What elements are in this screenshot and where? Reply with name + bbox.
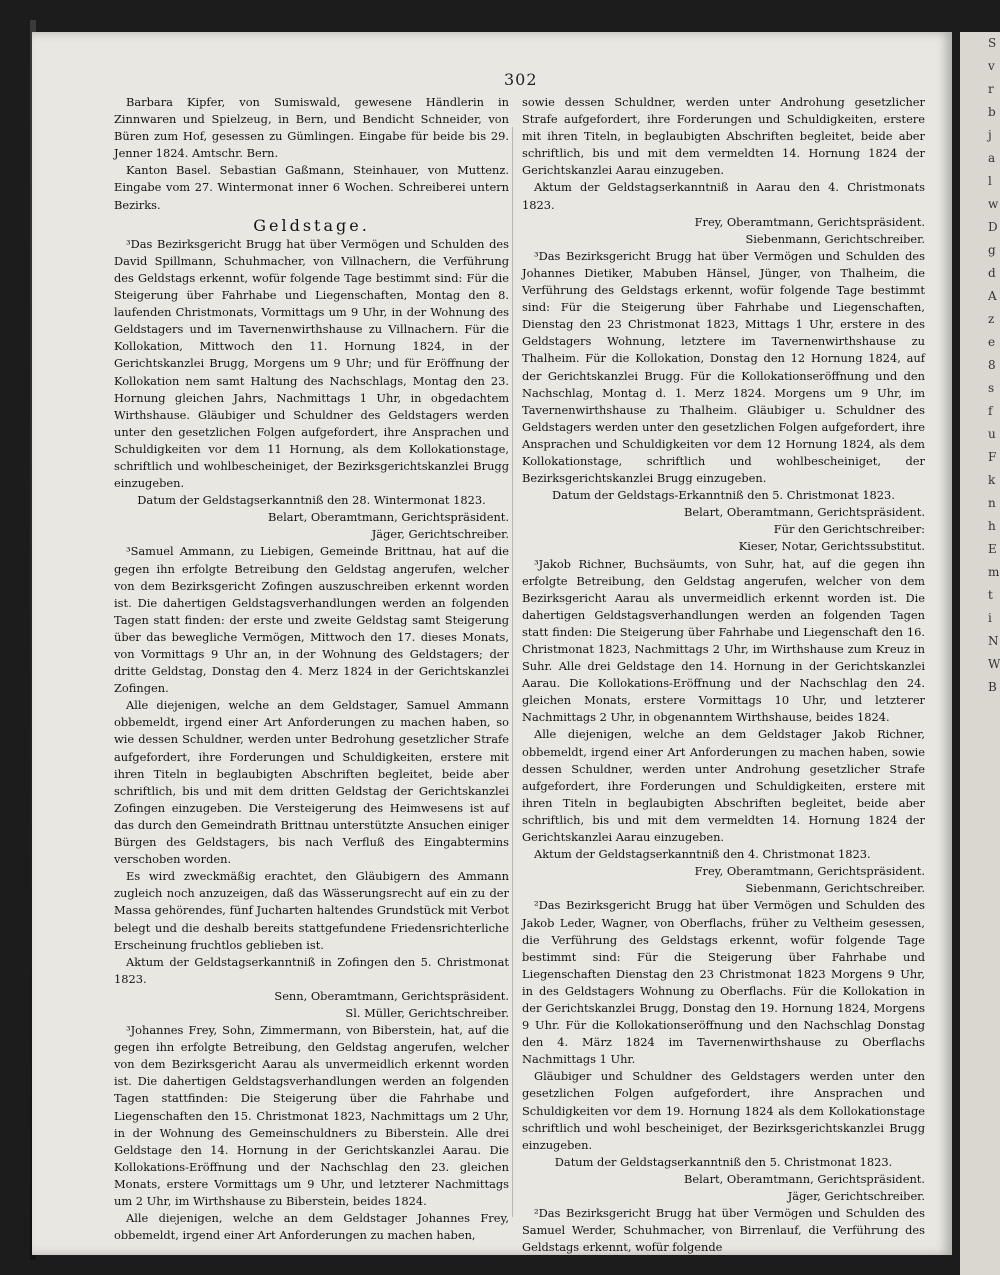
left-column-sig-12: Sl. Müller, Gerichtschreiber.: [345, 1005, 509, 1020]
edge-fragment: t: [988, 588, 993, 602]
edge-fragment: l: [988, 174, 992, 188]
adjacent-page-edge: [960, 32, 1000, 1275]
left-column-ind-14: Alle diejenigen, welche an dem Geldstager Johannes Frey, obbemeldt, irgend einer Art Anforderungen zu machen haben,: [114, 1211, 509, 1243]
edge-fragment: E: [988, 542, 997, 556]
right-column-ind-19: ²Das Bezirksgericht Brugg hat über Vermögen und Schulden des Samuel Werder, Schuhmacher, von Birrenlauf, die Verführung des Geldstags erkennt, wofür folgende: [522, 1206, 925, 1255]
column-divider: [512, 127, 513, 1217]
left-column-ind-9: Es wird zweckmäßig erachtet, den Gläubigern des Ammann zugleich noch anzuzeigen, daß das Wässerungsrecht auf ein zu der Massa gehörendes, fünf Jucharten haltendes Grundstück mit Verbot belegt und die deshalb bereits stattgefundene Friedensrichterliche Erscheinung fruchtlos geblieben ist.: [114, 869, 509, 952]
right-column-sig-12: Frey, Oberamtmann, Gerichtspräsident.: [694, 864, 925, 879]
edge-fragment: i: [988, 611, 992, 625]
right-column-sig-6: Belart, Oberamtmann, Gerichtspräsident.: [684, 505, 925, 520]
left-column-sig-11: Senn, Oberamtmann, Gerichtspräsident.: [274, 988, 509, 1003]
edge-fragment: b: [988, 105, 996, 119]
right-column-p-0: sowie dessen Schuldner, werden unter Androhung gesetzlicher Strafe aufgefordert, ihre Forderungen und Schuldigkeiten, erstere mit ihren Titeln, in beglaubigten Abschriften begleitet, beide aber schriftlich, bis und mit dem vermeldten 14. Hornung 1824 der Gerichtskanzlei Aarau einzugeben.: [522, 95, 925, 178]
right-column-sig-17: Belart, Oberamtmann, Gerichtspräsident.: [684, 1171, 925, 1186]
edge-fragment: k: [988, 473, 996, 487]
edge-fragment: g: [988, 243, 996, 257]
edge-fragment: w: [988, 197, 999, 211]
edge-fragment: S: [988, 36, 997, 50]
edge-fragment: m: [988, 565, 1000, 579]
right-column-ind-11: Aktum der Geldstagserkanntniß den 4. Christmonat 1823.: [534, 847, 871, 862]
right-column-sig-2: Frey, Oberamtmann, Gerichtspräsident.: [694, 214, 925, 229]
right-column-sig-13: Siebenmann, Gerichtschreiber.: [745, 881, 925, 896]
edge-fragment: 8: [988, 358, 996, 372]
left-column-ind-3: ³Das Bezirksgericht Brugg hat über Vermögen und Schulden des David Spillmann, Schuhmacher, von Villnachern, die Verführung des Geldstags erkennt, wofür folgende Tage bestimmt sind: Für die Steigerung über Fahrhabe und Liegenschaften, Montag den 8. laufenden Christmonats, Vormittags um 9 Uhr, in der Wohnung des Geldstagers und im Tavernenwirthshause zu Villnachern. Für die Kollokation, Mittwoch den 11. Hornung 1824, in der Gerichtskanzlei Brugg, Morgens um 9 Uhr; und für Eröffnung der Kollokation nem samt Haltung des Nachschlags, Montag den 23. Hornung gleichen Jahrs, Nachmittags 1 Uhr, in obgedachtem Wirthshause. Gläubiger und Schuldner des Geldstagers werden unter den gesetzlichen Folgen aufgefordert, ihre Ansprachen und Schuldigkeiten vor dem 11 Hornung, als dem Kollokationstage, schriftlich und wohlbescheiniget, der Bezirksgerichtskanzlei Brugg einzugeben.: [114, 236, 509, 491]
right-column-ind-10: Alle diejenigen, welche an dem Geldstager Jakob Richner, obbemeldt, irgend einer Art Anforderungen zu machen haben, sowie dessen Schuldner, werden unter Androhung gesetzlicher Strafe aufgefordert, ihre Forderungen und Schuldigkeiten, erstere mit ihren Titeln in beglaubigten Abschriften begleitet, beide aber schriftlich, bis und mit dem vermeldten 14. Hornung 1824 der Gerichtskanzlei Aarau einzugeben.: [522, 727, 925, 845]
edge-fragment: a: [988, 151, 996, 165]
left-column-ind-8: Alle diejenigen, welche an dem Geldstager, Samuel Ammann obbemeldt, irgend einer Art Anforderungen zu machen haben, so wie dessen Schuldner, werden unter Bedrohung gesetzlicher Strafe aufgefordert, ihre Forderungen und Schuldigkeiten, erstere mit ihren Titeln in beglaubigten Abschriften begleitet, beide aber schriftlich, bis und mit dem dritten Geldstag der Gerichtskanzlei Zofingen einzugeben. Die Versteigerung des Heimwesens ist auf das durch den Gemeindrath Brittnau unterstützte Ansuchen einiger Bürgen des Geldstagers, bis nach Verfluß des Eingabtermins verschoben worden.: [114, 698, 509, 867]
edge-fragment: A: [988, 289, 997, 303]
right-column: [522, 94, 925, 1255]
right-column-date-5: Datum der Geldstags-Erkanntniß den 5. Christmonat 1823.: [552, 488, 895, 503]
edge-fragment: j: [988, 128, 992, 142]
edge-fragment: u: [988, 427, 996, 441]
edge-fragment: r: [988, 82, 994, 96]
edge-fragment: D: [988, 220, 998, 234]
document-page: [32, 32, 952, 1255]
left-column-ind-7: ³Samuel Ammann, zu Liebigen, Gemeinde Brittnau, hat auf die gegen ihn erfolgte Betreibung den Geldstag angerufen, welcher von dem Bezirksgericht Zofingen auszuschreiben erkennt worden ist. Die dahertigen Geldstagsverhandlungen werden an folgenden Tagen statt finden: der erste und zweite Geldstag samt Steigerung über das bewegliche Vermögen, Mittwoch den 17. dieses Monats, von Vormittags 9 Uhr an, in der Wohnung des Geldstagers; der dritte Geldstag, Donstag den 4. Merz 1824 in der Gerichtskanzlei Zofingen.: [114, 544, 509, 696]
edge-fragment: z: [988, 312, 995, 326]
left-column-ind-13: ³Johannes Frey, Sohn, Zimmermann, von Biberstein, hat, auf die gegen ihn erfolgte Betreibung, den Geldstag angerufen, welcher von dem Bezirksgericht Aarau als unvermeidlich erkennt worden ist. Die dahertigen Geldstagsverhandlungen werden an folgenden Tagen stattfinden: Die Steigerung über die Fahrhabe und Liegenschaften den 15. Christmonat 1823, Nachmittags um 2 Uhr, in der Wohnung des Gemeinschuldners zu Biberstein. Alle drei Geldstage den 14. Hornung in der Gerichtskanzlei Aarau. Die Kollokations-Eröffnung und der Nachschlag den 23. gleichen Monats, erstere Vormittags um 9 Uhr, und letzterer Nachmittags um 2 Uhr, im Wirthshause zu Biberstein, beides 1824.: [114, 1023, 509, 1208]
left-column: [114, 94, 509, 1244]
left-column-ind-1: Kanton Basel. Sebastian Gaßmann, Steinhauer, von Muttenz. Eingabe vom 27. Wintermonat inner 6 Wochen. Schreiberei untern Bezirks.: [114, 163, 509, 212]
right-column-date-16: Datum der Geldstagserkanntniß den 5. Christmonat 1823.: [554, 1154, 893, 1169]
edge-fragment: B: [988, 680, 997, 694]
right-column-sig-8: Kieser, Notar, Gerichtssubstitut.: [738, 539, 925, 554]
right-column-ind-1: Aktum der Geldstagserkanntniß in Aarau den 4. Christmonats 1823.: [522, 180, 925, 212]
edge-fragment: e: [988, 335, 996, 349]
left-column-ind-0: Barbara Kipfer, von Sumiswald, gewesene Händlerin in Zinnwaren und Spielzeug, in Bern, und Bendicht Schneider, von Büren zum Hof, gesessen zu Gümlingen. Eingabe für beide bis 29. Jenner 1824. Amtschr. Bern.: [114, 95, 509, 161]
right-column-ind-14: ²Das Bezirksgericht Brugg hat über Vermögen und Schulden des Jakob Leder, Wagner, von Oberflachs, früher zu Veltheim gesessen, die Verführung des Geldstags erkennt, wofür folgende Tage bestimmt sind: Für die Steigerung über Fahrhabe und Liegenschaften Dienstag den 23 Christmonat 1823 Morgens 9 Uhr, in des Geldstagers Wohnung zu Oberflachs. Für die Kollokation in der Gerichtskanzlei Brugg, Donstag den 19. Hornung 1824, Morgens 9 Uhr. Für die Kollokationseröffnung und den Nachschlag Donstag den 4. März 1824 im Tavernenwirthshause zu Oberflachs Nachmittags 1 Uhr.: [522, 898, 925, 1067]
right-column-ind-15: Gläubiger und Schuldner des Geldstagers werden unter den gesetzlichen Folgen aufgefordert, ihre Ansprachen und Schuldigkeiten vor dem 19. Hornung 1824 als dem Kollokationstage schriftlich und wohl bescheiniget, der Bezirksgerichtskanzlei Brugg einzugeben.: [522, 1069, 925, 1152]
left-column-ind-10: Aktum der Geldstagserkanntniß in Zofingen den 5. Christmonat 1823.: [114, 954, 509, 986]
left-column-date-4: Datum der Geldstagserkanntniß den 28. Wintermonat 1823.: [137, 493, 486, 508]
right-column-sig-7: Für den Gerichtschreiber:: [773, 522, 925, 537]
right-column-ind-9: ³Jakob Richner, Buchsäumts, von Suhr, hat, auf die gegen ihn erfolgte Betreibung, den Geldstag angerufen, welcher von dem Bezirksgericht Aarau als unvermeidlich erkennt worden ist. Die dahertigen Geldstagsverhandlungen werden an folgenden Tagen statt finden: Die Steigerung über Fahrhabe und Liegenschaft den 16. Christmonat 1823, Nachmittags 2 Uhr, im Wirthshause zum Kreuz in Suhr. Alle drei Geldstage den 14. Hornung in der Gerichtskanzlei Aarau. Die Kollokations-Eröffnung und der Nachschlag den 24. gleichen Monats, erstere Vormittags 10 Uhr, und letzterer Nachmittags 2 Uhr, in obgenanntem Wirthshause, beides 1824.: [522, 556, 925, 725]
edge-fragment: n: [988, 496, 996, 510]
edge-fragment: d: [988, 266, 996, 280]
left-column-sig-6: Jäger, Gerichtschreiber.: [371, 527, 509, 542]
right-column-sig-3: Siebenmann, Gerichtschreiber.: [745, 231, 925, 246]
edge-fragment: v: [988, 59, 995, 73]
edge-fragment: s: [988, 381, 995, 395]
edge-fragment: W: [988, 657, 1000, 671]
edge-fragment: N: [988, 634, 999, 648]
right-column-ind-4: ³Das Bezirksgericht Brugg hat über Vermögen und Schulden des Johannes Dietiker, Mabuben Hänsel, Jünger, von Thalheim, die Verführung des Geldstags erkennt, wofür folgende Tage bestimmt sind: Für die Steigerung über Fahrhabe und Liegenschaften, Dienstag den 23 Christmonat 1823, Mittags 1 Uhr, erstere in des Geldstagers Wohnung, letztere im Tavernenwirthshause zu Thalheim. Für die Kollokation, Donstag den 12 Hornung 1824, auf der Gerichtskanzlei Brugg. Für die Kollokationseröffnung und den Nachschlag, Montag d. 1. Merz 1824. Morgens um 9 Uhr, im Tavernenwirthshause zu Thalheim. Gläubiger u. Schuldner des Geldstagers werden unter den gesetzlichen Folgen aufgefordert, ihre Ansprachen und Schuldigkeiten vor dem 12 Hornung 1824, als dem Kollokationstage, schriftlich und wohlbescheiniget, der Bezirksgerichtskanzlei Brugg einzugeben.: [522, 248, 925, 486]
left-column-heading-2: Geldstage.: [253, 215, 370, 235]
right-column-sig-18: Jäger, Gerichtschreiber.: [787, 1189, 925, 1203]
left-column-sig-5: Belart, Oberamtmann, Gerichtspräsident.: [268, 510, 509, 525]
edge-fragment: h: [988, 519, 996, 533]
edge-fragment: F: [988, 450, 997, 464]
edge-fragment: f: [988, 404, 993, 418]
page-number: 302: [504, 70, 538, 89]
